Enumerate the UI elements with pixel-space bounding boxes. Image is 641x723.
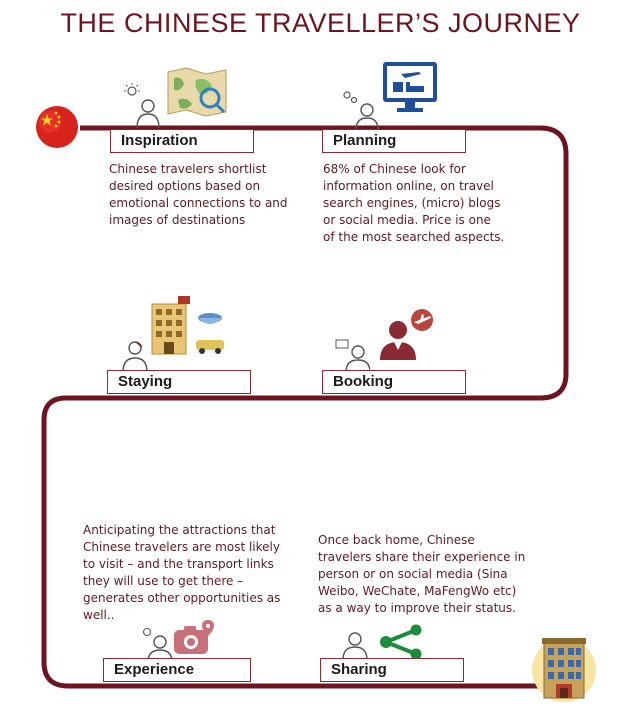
person-icon: [118, 336, 152, 372]
stage-staying-label: Staying: [118, 373, 173, 390]
text-line: they will use to get there –: [83, 574, 244, 588]
sharing-description: [318, 532, 528, 617]
person-icon: [338, 628, 372, 660]
gears-person-icon: [340, 88, 380, 130]
planning-description: [323, 161, 523, 246]
experience-description: [83, 522, 293, 624]
text-line: as a way to improve their status.: [318, 601, 516, 615]
text-line: emotional connections to and: [109, 196, 288, 210]
text-line: desired options based on: [109, 179, 261, 193]
text-line: well..: [83, 608, 115, 622]
text-line: of the most searched aspects.: [323, 230, 505, 244]
stage-experience-label: Experience: [114, 661, 195, 678]
stage-staying: [107, 370, 251, 394]
share-icon: [378, 624, 424, 660]
text-line: Anticipating the attractions that: [83, 523, 276, 537]
text-line: 68% of Chinese look for: [323, 162, 466, 176]
stage-booking-label: Booking: [333, 373, 393, 390]
text-line: Chinese travelers are most likely: [83, 540, 280, 554]
text-line: travelers share their experience in: [318, 550, 526, 564]
page-title: THE CHINESE TRAVELLER’S JOURNEY: [60, 8, 581, 38]
hotel-icon: [148, 294, 228, 356]
stage-sharing: [320, 658, 464, 682]
building-destination-icon: [530, 632, 598, 704]
stage-planning: [322, 129, 466, 153]
stage-sharing-label: Sharing: [331, 661, 387, 678]
text-line: information online, on travel: [323, 179, 494, 193]
text-line: to visit – and the transport links: [83, 557, 274, 571]
laptop-person-icon: [334, 334, 370, 372]
china-flag-icon: [35, 105, 79, 149]
stage-experience: [103, 658, 251, 682]
text-line: or social media. Price is one: [323, 213, 491, 227]
text-line: generates other opportunities as: [83, 591, 281, 605]
idea-person-icon: [118, 82, 160, 128]
map-icon: [166, 66, 228, 118]
text-line: Chinese travelers shortlist: [109, 162, 267, 176]
text-line: Once back home, Chinese: [318, 533, 475, 547]
text-line: person or on social media (Sina: [318, 567, 508, 581]
stage-inspiration: [110, 129, 254, 153]
stage-inspiration-label: Inspiration: [121, 132, 198, 149]
text-line: images of destinations: [109, 213, 246, 227]
stage-planning-label: Planning: [333, 132, 397, 149]
watch-person-icon: [140, 626, 174, 662]
camera-icon: [172, 618, 216, 658]
stage-booking: [322, 370, 466, 394]
booking-person-icon: [378, 308, 436, 360]
airport-monitor-icon: [381, 60, 439, 116]
text-line: search engines, (micro) blogs: [323, 196, 501, 210]
text-line: Weibo, WeChate, MaFengWo etc): [318, 584, 517, 598]
inspiration-description: [109, 161, 299, 229]
